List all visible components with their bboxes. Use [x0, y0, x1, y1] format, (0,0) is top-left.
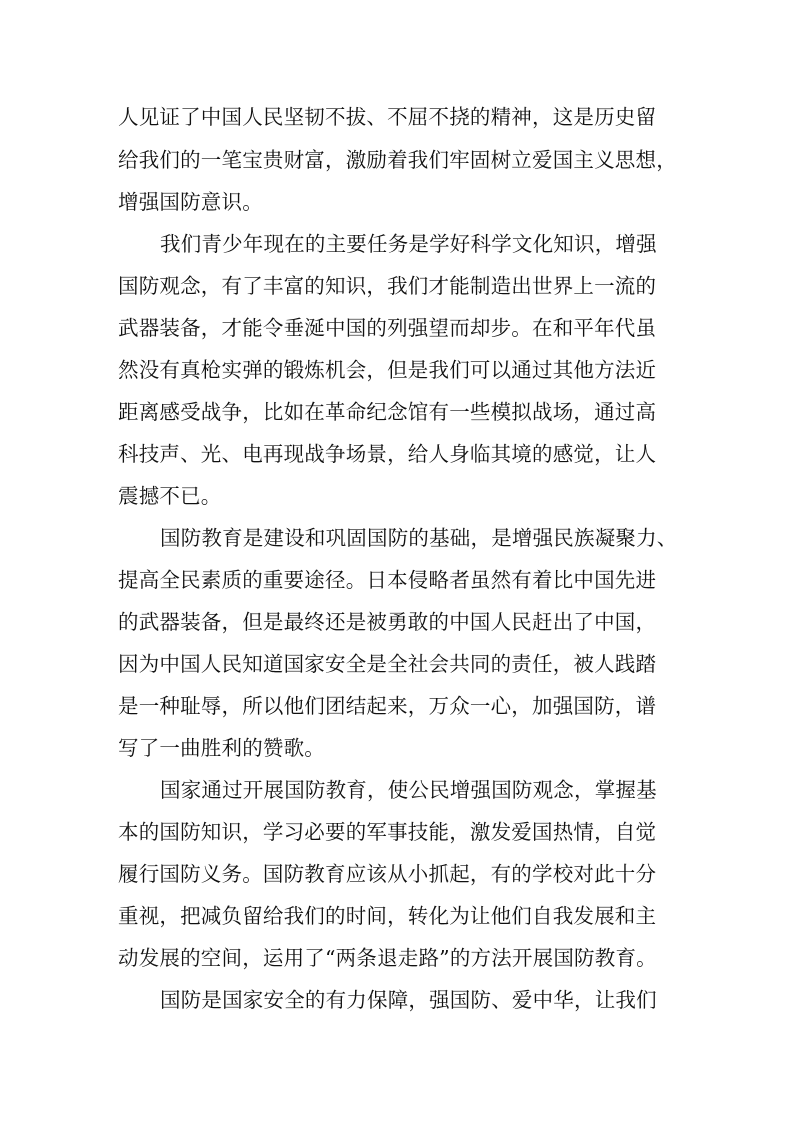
text-line: 增强国防意识。: [118, 190, 263, 214]
text-line: 是一种耻辱，所以他们团结起来，万众一心，加强国防，谱: [118, 694, 657, 718]
text-line: 动发展的空间，运用了“两条退走路”的方法开展国防教育。: [118, 946, 657, 970]
text-line: 距离感受战争，比如在革命纪念馆有一些模拟战场，通过高: [118, 400, 657, 424]
text-line: 重视，把减负留给我们的时间，转化为让他们自我发展和主: [118, 904, 657, 928]
paragraph-first-line: 国家通过开展国防教育，使公民增强国防观念，掌握基: [160, 778, 657, 802]
text-line: 的武器装备，但是最终还是被勇敢的中国人民赶出了中国，: [118, 610, 657, 634]
text-line: 科技声、光、电再现战争场景，给人身临其境的感觉，让人: [118, 442, 657, 466]
text-line: 给我们的一笔宝贵财富，激励着我们牢固树立爱国主义思想，: [118, 148, 677, 172]
text-line: 人见证了中国人民坚韧不拔、不屈不挠的精神，这是历史留: [118, 105, 657, 129]
paragraph-first-line: 国防教育是建设和巩固国防的基础，是增强民族凝聚力、: [160, 526, 678, 550]
paragraph-first-line: 我们青少年现在的主要任务是学好科学文化知识，增强: [160, 232, 657, 256]
paragraph-first-line: 国防是国家安全的有力保障，强国防、爱中华，让我们: [160, 988, 657, 1012]
text-line: 国防观念，有了丰富的知识，我们才能制造出世界上一流的: [118, 274, 657, 298]
text-line: 震撼不已。: [118, 484, 222, 508]
text-line: 本的国防知识，学习必要的军事技能，激发爱国热情，自觉: [118, 820, 657, 844]
text-line: 写了一曲胜利的赞歌。: [118, 736, 325, 760]
text-line: 武器装备，才能令垂涎中国的列强望而却步。在和平年代虽: [118, 316, 657, 340]
text-line: 履行国防义务。国防教育应该从小抓起，有的学校对此十分: [118, 862, 657, 886]
text-line: 然没有真枪实弹的锻炼机会，但是我们可以通过其他方法近: [118, 358, 657, 382]
text-line: 因为中国人民知道国家安全是全社会共同的责任，被人践踏: [118, 652, 657, 676]
text-line: 提高全民素质的重要途径。日本侵略者虽然有着比中国先进: [118, 568, 657, 592]
